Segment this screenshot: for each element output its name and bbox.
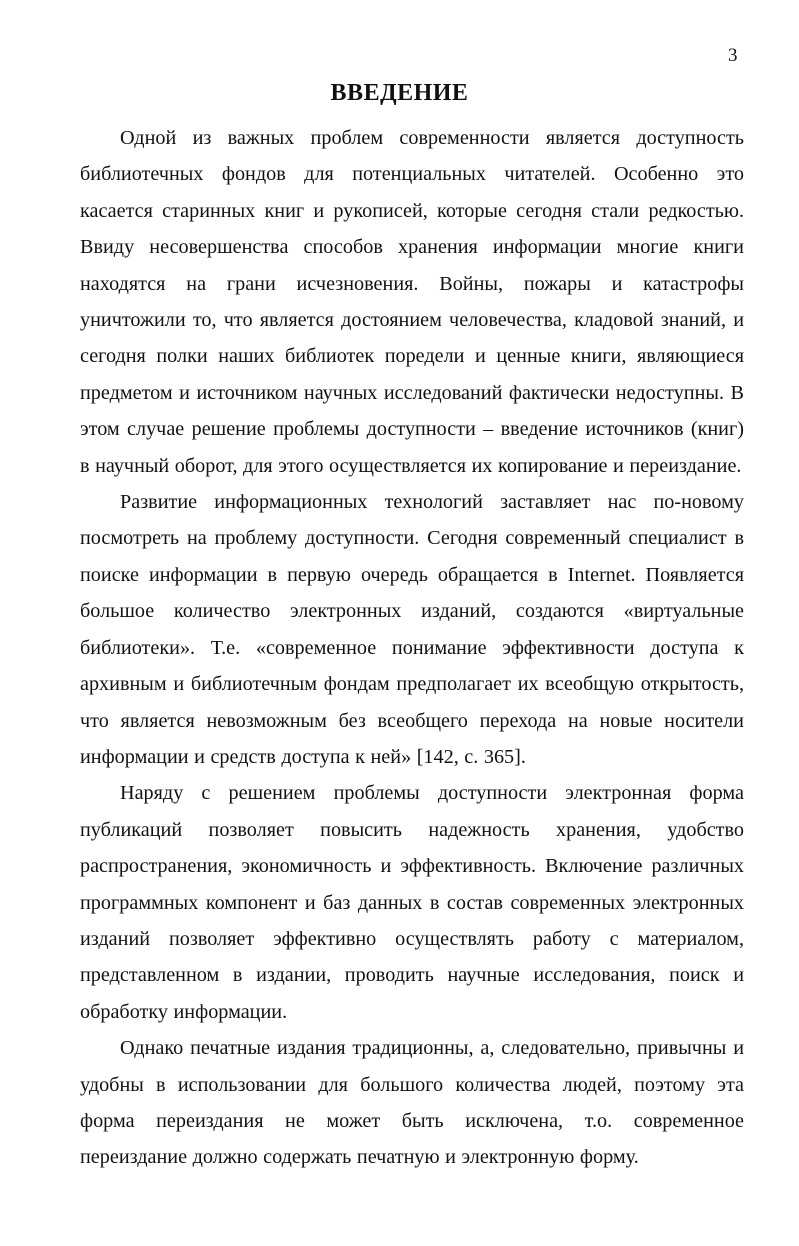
paragraph-2: Развитие информационных технологий заставляет нас по-новому посмотреть на проблему доступности. Сегодня современный специалист в поиске информации в первую очередь обращается в Internet. Появляется большое количество электронных изданий, создаются «виртуальные библиотеки». Т.е. «современное понимание эффективности доступа к архивным и библиотечным фондам предполагает их всеобщую открытость, что является невозможным без всеобщего перехода на новые носители информации и средств доступа к ней» [142, с. 365]. xyxy=(80,491,744,768)
document-body xyxy=(80,120,744,1176)
paragraph-3: Наряду с решением проблемы доступности электронная форма публикаций позволяет повысить надежность хранения, удобство распространения, экономичность и эффективность. Включение различных программных компонент и баз данных в состав современных электронных изданий позволяет эффективно осуществлять работу с материалом, представленном в издании, проводить научные исследования, поиск и обработку информации. xyxy=(80,782,744,1023)
paragraph-4: Однако печатные издания традиционны, а, следовательно, привычны и удобны в использовании для большого количества людей, поэтому эта форма переиздания не может быть исключена, т.о. современное переиздание должно содержать печатную и электронную форму. xyxy=(80,1037,744,1169)
page-number: 3 xyxy=(728,45,738,66)
paragraph-1: Одной из важных проблем современности является доступность библиотечных фондов для потенциальных читателей. Особенно это касается старинных книг и рукописей, которые сегодня стали редкостью. Ввиду несовершенства способов хранения информации многие книги находятся на грани исчезновения. Войны, пожары и катастрофы уничтожили то, что является достоянием человечества, кладовой знаний, и сегодня полки наших библиотек поредели и ценные книги, являющиеся предметом и источником научных исследований фактически недоступны. В этом случае решение проблемы доступности – введение источников (книг) в научный оборот, для этого осуществляется их копирование и переиздание. xyxy=(80,127,744,477)
page-title: ВВЕДЕНИЕ xyxy=(330,80,469,106)
